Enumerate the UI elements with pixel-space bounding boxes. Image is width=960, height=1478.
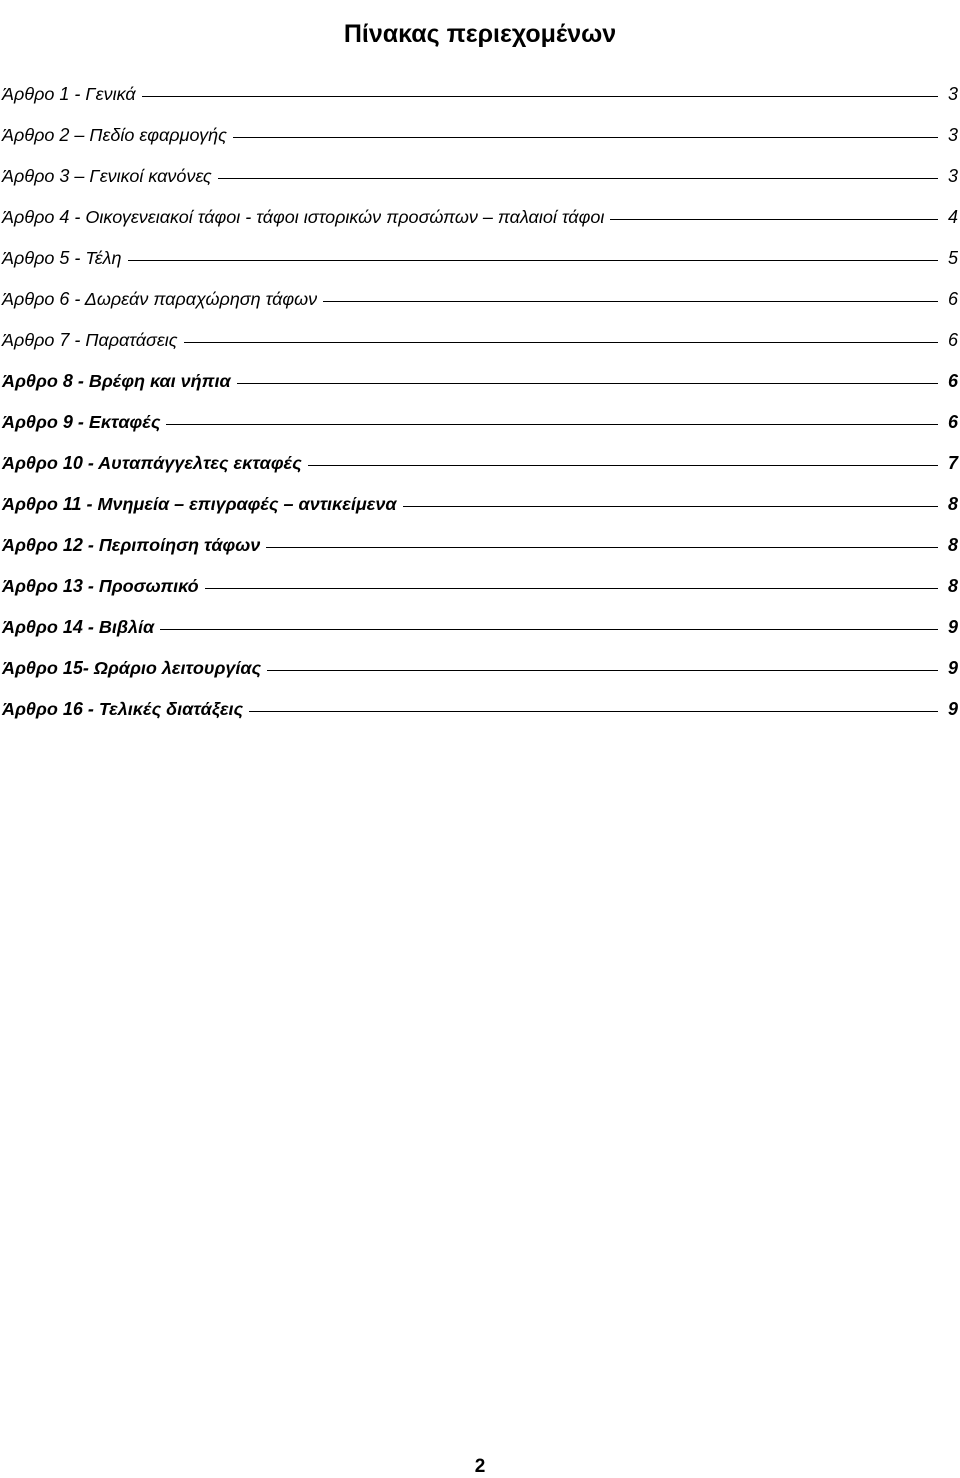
toc-entry-page: 8 bbox=[947, 576, 958, 596]
toc-entry-page: 8 bbox=[947, 535, 958, 555]
toc-entry-page: 9 bbox=[947, 658, 958, 678]
toc-leader-line bbox=[610, 219, 938, 220]
toc-entry-page: 4 bbox=[947, 207, 958, 227]
toc-entry-label: Άρθρο 5 - Τέλη bbox=[2, 248, 122, 268]
toc-entry-page: 6 bbox=[947, 330, 958, 350]
page-number: 2 bbox=[474, 1456, 486, 1477]
page-title: Πίνακας περιεχομένων bbox=[343, 19, 617, 48]
toc-entry[interactable] bbox=[2, 412, 958, 453]
toc-entry-label: Άρθρο 8 - Βρέφη και νήπια bbox=[2, 371, 231, 391]
toc-leader-line bbox=[308, 465, 938, 466]
toc-entry[interactable] bbox=[2, 535, 958, 576]
toc-entry-page: 8 bbox=[947, 494, 958, 514]
table-of-contents bbox=[2, 84, 958, 740]
toc-entry-label: Άρθρο 12 - Περιποίηση τάφων bbox=[2, 535, 261, 555]
toc-leader-line bbox=[184, 342, 938, 343]
toc-entry-label: Άρθρο 4 - Οικογενειακοί τάφοι - τάφοι ιστορικών προσώπων – παλαιοί τάφοι bbox=[2, 207, 605, 227]
toc-leader-line bbox=[128, 260, 938, 261]
toc-entry[interactable] bbox=[2, 617, 958, 658]
toc-entry[interactable] bbox=[2, 166, 958, 207]
toc-leader-line bbox=[205, 588, 938, 589]
toc-entry-page: 3 bbox=[947, 166, 958, 186]
toc-entry[interactable] bbox=[2, 371, 958, 412]
toc-entry-label: Άρθρο 1 - Γενικά bbox=[2, 84, 136, 104]
toc-entry-label: Άρθρο 14 - Βιβλία bbox=[2, 617, 155, 637]
toc-entry-page: 6 bbox=[947, 412, 958, 432]
toc-leader-line bbox=[249, 711, 938, 712]
toc-leader-line bbox=[142, 96, 938, 97]
toc-leader-line bbox=[266, 547, 938, 548]
toc-entry-label: Άρθρο 3 – Γενικοί κανόνες bbox=[2, 166, 212, 186]
toc-entry[interactable] bbox=[2, 658, 958, 699]
toc-entry-page: 3 bbox=[947, 125, 958, 145]
toc-entry-page: 9 bbox=[947, 699, 958, 719]
toc-entry[interactable] bbox=[2, 248, 958, 289]
toc-leader-line bbox=[323, 301, 938, 302]
toc-entry[interactable] bbox=[2, 289, 958, 330]
toc-entry[interactable] bbox=[2, 207, 958, 248]
toc-leader-line bbox=[218, 178, 938, 179]
toc-entry[interactable] bbox=[2, 494, 958, 535]
toc-leader-line bbox=[166, 424, 938, 425]
toc-leader-line bbox=[403, 506, 939, 507]
toc-leader-line bbox=[233, 137, 938, 138]
toc-entry-label: Άρθρο 16 - Τελικές διατάξεις bbox=[2, 699, 244, 719]
toc-entry[interactable] bbox=[2, 330, 958, 371]
toc-entry-label: Άρθρο 15- Ωράριο λειτουργίας bbox=[2, 658, 262, 678]
toc-entry-page: 7 bbox=[947, 453, 958, 473]
toc-entry-page: 5 bbox=[947, 248, 958, 268]
toc-entry-label: Άρθρο 6 - Δωρεάν παραχώρηση τάφων bbox=[2, 289, 318, 309]
toc-entry-label: Άρθρο 10 - Αυταπάγγελτες εκταφές bbox=[2, 453, 302, 473]
toc-entry[interactable] bbox=[2, 699, 958, 740]
toc-entry[interactable] bbox=[2, 453, 958, 494]
toc-entry-label: Άρθρο 9 - Εκταφές bbox=[2, 412, 161, 432]
toc-entry[interactable] bbox=[2, 125, 958, 166]
toc-entry-page: 9 bbox=[947, 617, 958, 637]
toc-entry[interactable] bbox=[2, 84, 958, 125]
toc-entry-page: 3 bbox=[947, 84, 958, 104]
toc-entry-page: 6 bbox=[947, 371, 958, 391]
toc-entry-page: 6 bbox=[947, 289, 958, 309]
toc-entry-label: Άρθρο 11 - Μνημεία – επιγραφές – αντικείμενα bbox=[2, 494, 397, 514]
toc-leader-line bbox=[160, 629, 938, 630]
toc-leader-line bbox=[237, 383, 938, 384]
toc-leader-line bbox=[267, 670, 938, 671]
toc-entry-label: Άρθρο 7 - Παρατάσεις bbox=[2, 330, 178, 350]
toc-entry-label: Άρθρο 13 - Προσωπικό bbox=[2, 576, 199, 596]
toc-entry-label: Άρθρο 2 – Πεδίο εφαρμογής bbox=[2, 125, 227, 145]
toc-entry[interactable] bbox=[2, 576, 958, 617]
